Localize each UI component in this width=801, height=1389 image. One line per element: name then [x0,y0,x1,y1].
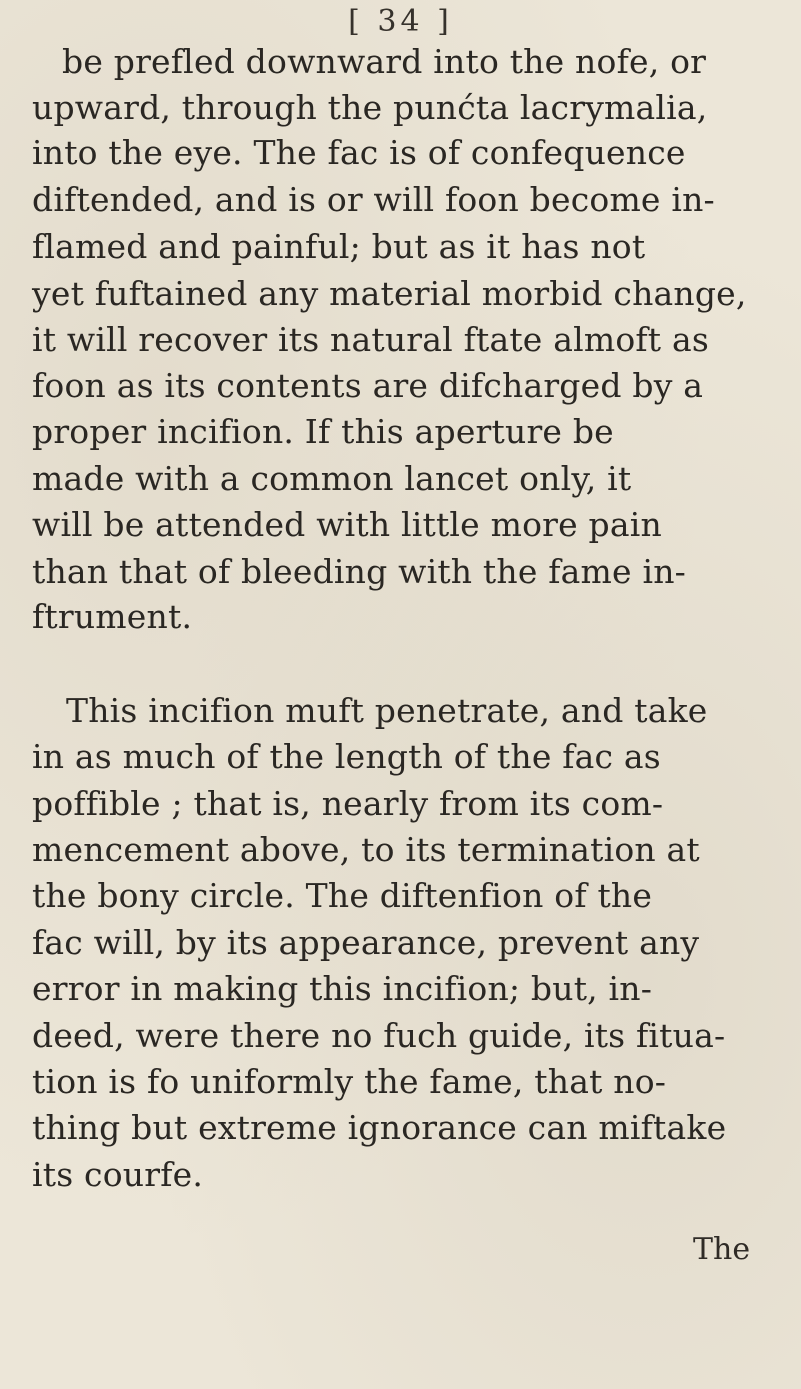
text-line: deed, were there no fuch guide, its fitua- [32,1016,726,1055]
text-line: mencement above, to its termination at [32,830,700,869]
text-line: ftrument. [32,597,193,636]
text-line: thing but extreme ignorance can miftake [32,1108,727,1147]
catchword: The [693,1232,751,1267]
page-number: [ 34 ] [348,4,453,39]
text-line: error in making this incifion; but, in- [32,969,653,1008]
text-line: fac will, by its appearance, prevent any [32,923,700,962]
text-line: will be attended with little more pain [32,505,662,544]
text-line: it will recover its natural ftate almoft as [32,320,709,359]
text-line: be prefled downward into the nofe, or [62,42,707,81]
text-line: its courfe. [32,1155,204,1194]
text-line: into the eye. The fac is of confequence [32,133,686,172]
text-line: flamed and painful; but as it has not [32,227,646,266]
text-line: proper incifion. If this aperture be [32,412,614,451]
text-line: foon as its contents are difcharged by a [32,366,704,405]
text-line: yet fuftained any material morbid change, [32,274,747,313]
text-line: made with a common lancet only, it [32,459,632,498]
text-line: This incifion muft penetrate, and take [66,691,708,730]
text-line: than that of bleeding with the fame in- [32,552,687,591]
text-line: poffible ; that is, nearly from its com- [32,784,664,823]
text-line: tion is fo uniformly the fame, that no- [32,1062,667,1101]
text-line: diftended, and is or will foon become in- [32,180,715,219]
text-line: the bony circle. The diftenfion of the [32,876,653,915]
text-line: in as much of the length of the fac as [32,737,661,776]
text-line: upward, through the punćta lacrymalia, [32,88,708,127]
